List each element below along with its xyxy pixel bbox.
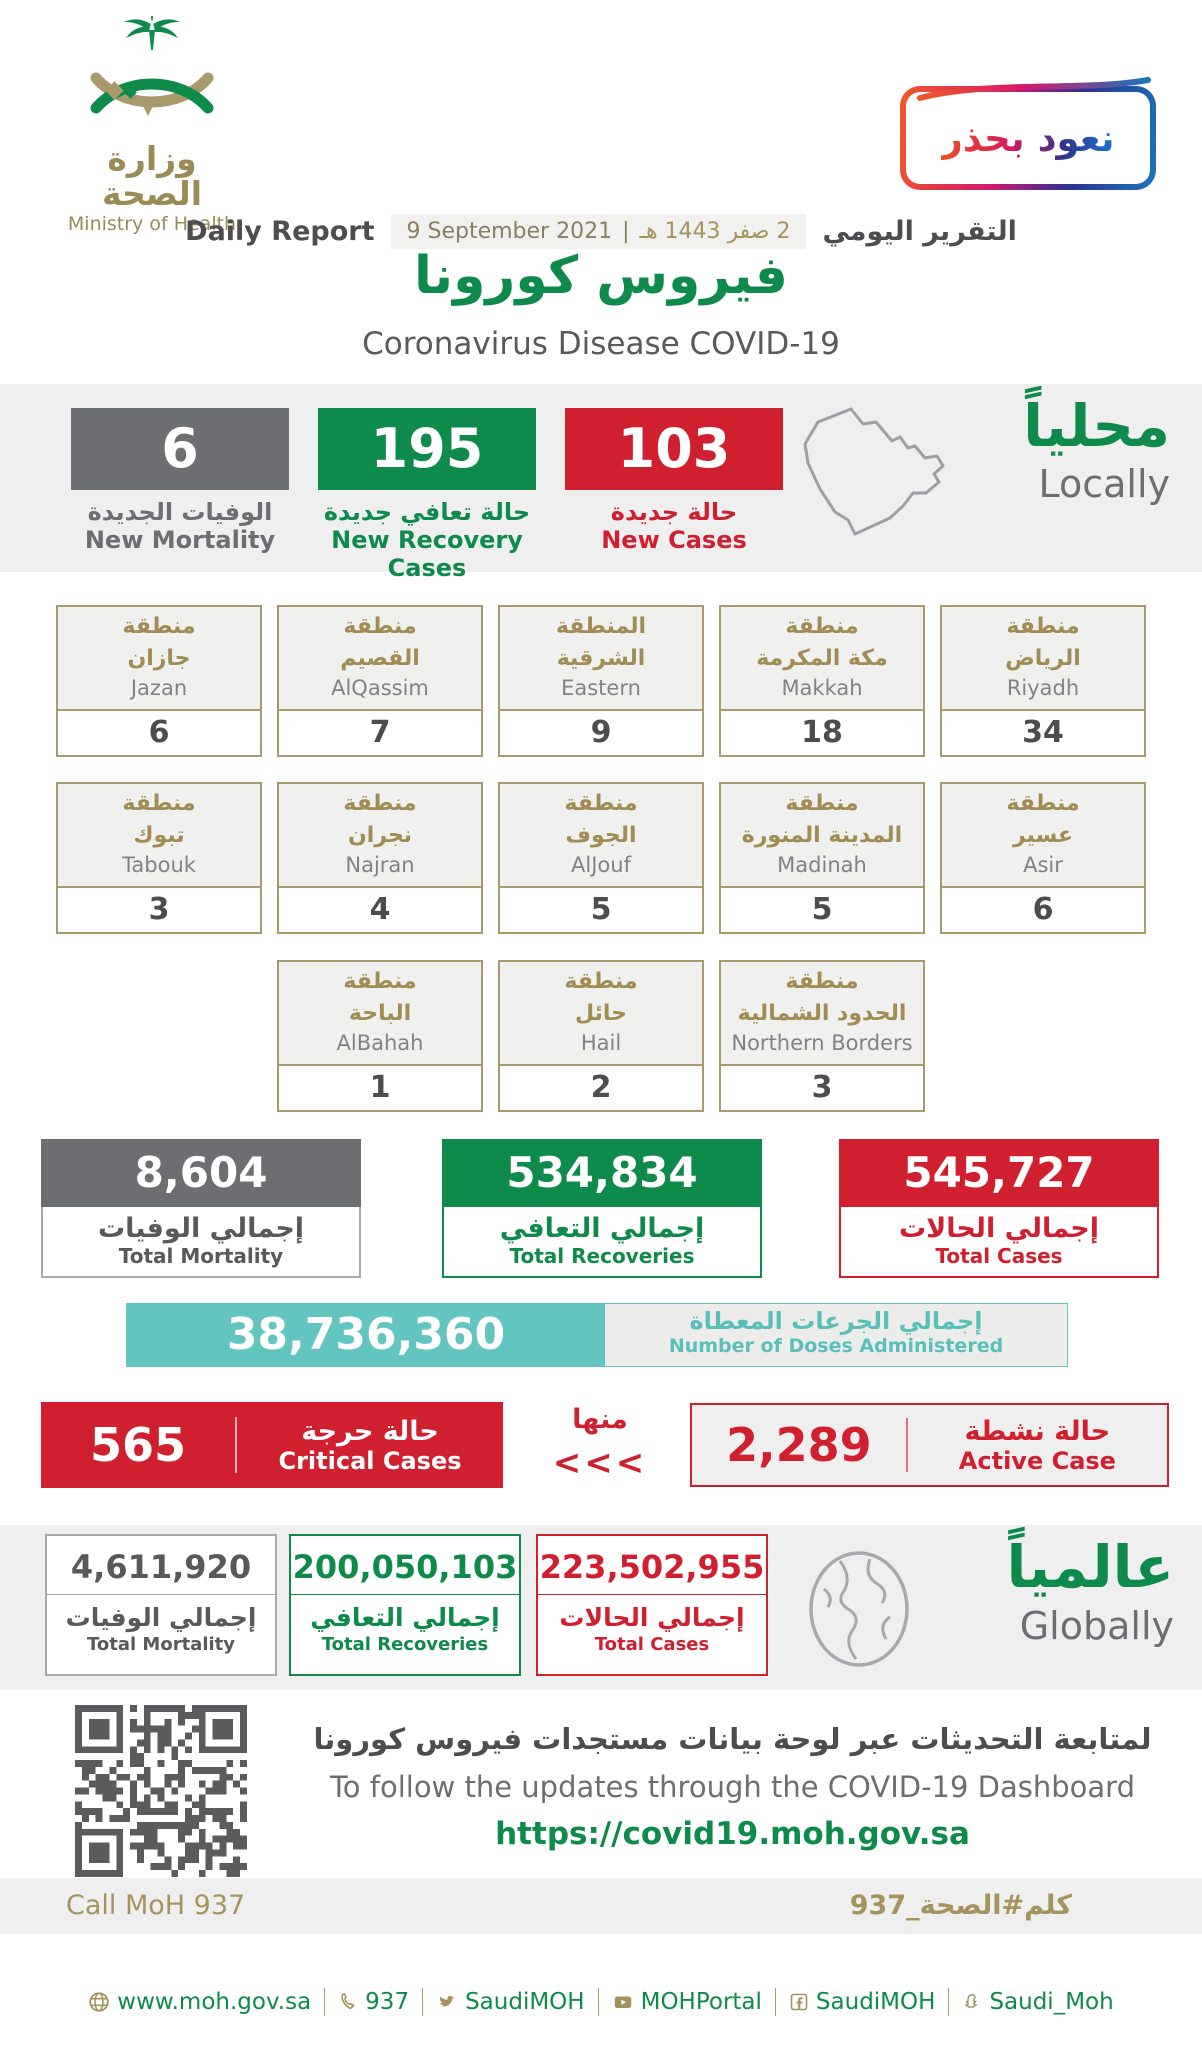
total-recoveries-card <box>442 1139 762 1278</box>
region-name-en: Asir <box>1023 852 1063 877</box>
region-name-en: Najran <box>345 852 415 877</box>
total-mortality-value: 8,604 <box>41 1139 361 1207</box>
region-value: 34 <box>942 711 1144 755</box>
region-card-riyadh: منطقة الرياض Riyadh 34 <box>940 605 1146 757</box>
active-cases-label-en: Active Case <box>958 1446 1116 1475</box>
total-cases-value: 545,727 <box>839 1139 1159 1207</box>
footer-separator <box>422 1988 423 2016</box>
footer-contact-bar <box>0 1988 1202 2016</box>
divider <box>538 1594 766 1595</box>
badge-text: نعود بحذر <box>941 116 1115 160</box>
footer-facebook[interactable]: SaudiMOH <box>789 1989 936 2015</box>
active-cases-box <box>690 1403 1169 1487</box>
region-card-alqassim: منطقة القصيم AlQassim 7 <box>277 605 483 757</box>
total-recoveries-value: 534,834 <box>442 1139 762 1207</box>
new-mortality-value: 6 <box>71 408 289 490</box>
call-moh-en: Call MoH 937 <box>66 1890 246 1921</box>
region-card-madinah: منطقة المدينة المنورة Madinah 5 <box>719 782 925 934</box>
region-name-en: Hail <box>580 1030 622 1055</box>
region-value: 9 <box>500 711 702 755</box>
report-date-gregorian: 9 September 2021 <box>406 219 613 244</box>
page-title-english: Coronavirus Disease COVID-19 <box>362 326 840 362</box>
global-cases-label-ar: إجمالي الحالات <box>559 1603 745 1632</box>
region-name-en: Jazan <box>130 675 188 700</box>
divider <box>291 1594 519 1595</box>
region-value: 5 <box>500 888 702 932</box>
dashboard-line-en: To follow the updates through the COVID-19 Dashboard <box>330 1770 1135 1804</box>
region-value: 3 <box>721 1066 923 1110</box>
region-row-1 <box>56 605 1146 757</box>
new-cases-label-ar: حالة جديدة <box>610 498 738 526</box>
region-value: 1 <box>279 1066 481 1110</box>
footer-phone[interactable]: 937 <box>338 1989 409 2015</box>
region-name-en: Riyadh <box>1006 675 1080 700</box>
total-cases-label-en: Total Cases <box>935 1244 1063 1268</box>
region-name-en: Makkah <box>781 675 863 700</box>
divider <box>47 1594 275 1595</box>
region-value: 5 <box>721 888 923 932</box>
footer-youtube[interactable]: MOHPortal <box>612 1989 762 2015</box>
call-band <box>0 1878 1202 1934</box>
region-row-2 <box>56 782 1146 934</box>
new-recoveries-stat <box>318 408 536 582</box>
total-recoveries-label-ar: إجمالي التعافي <box>499 1213 705 1244</box>
global-recoveries-card <box>289 1534 521 1676</box>
footer-website[interactable]: www.moh.gov.sa <box>88 1989 311 2015</box>
region-name-en: Eastern <box>561 675 641 700</box>
region-card-hail: منطقة حائل Hail 2 <box>498 960 704 1112</box>
new-cases-label-en: New Cases <box>601 526 747 554</box>
footer-separator <box>775 1988 776 2016</box>
region-card-najran: منطقة نجران Najran 4 <box>277 782 483 934</box>
call-moh-hashtag-ar: كلم#الصحة_937 <box>849 1890 1072 1921</box>
region-card-jazan: منطقة جازان Jazan 6 <box>56 605 262 757</box>
critical-cases-box <box>41 1402 503 1488</box>
globally-heading-en: Globally <box>1019 1603 1174 1648</box>
global-cases-card <box>536 1534 768 1676</box>
saudi-arabia-map-icon <box>793 396 955 560</box>
total-cases-card <box>839 1139 1159 1278</box>
moh-logo-emblem <box>82 16 222 138</box>
doses-administered-bar <box>126 1303 1068 1367</box>
return-with-caution-badge <box>900 86 1156 190</box>
globe-icon <box>800 1547 918 1671</box>
qr-code <box>75 1705 247 1877</box>
twitter-icon <box>436 1991 458 2013</box>
locally-heading-en: Locally <box>1038 461 1170 506</box>
of-which-connector <box>540 1404 660 1483</box>
new-mortality-stat <box>71 408 289 554</box>
total-recoveries-label-en: Total Recoveries <box>509 1244 695 1268</box>
dashboard-info <box>280 1722 1185 1852</box>
moh-logo-arabic: وزارة الصحة <box>101 139 202 213</box>
global-mortality-card <box>45 1534 277 1676</box>
youtube-icon <box>612 1991 634 2013</box>
daily-report-ar: التقرير اليومي <box>822 216 1017 247</box>
region-card-northern-borders: منطقة الحدود الشمالية Northern Borders 3 <box>719 960 925 1112</box>
region-card-aljouf: منطقة الجوف AlJouf 5 <box>498 782 704 934</box>
locally-heading <box>940 392 1170 506</box>
global-recoveries-label-en: Total Recoveries <box>321 1634 489 1655</box>
region-name-en: AlQassim <box>331 675 429 700</box>
region-row-3 <box>277 960 925 1112</box>
global-cases-label-en: Total Cases <box>594 1634 710 1655</box>
daily-report-en: Daily Report <box>185 216 375 247</box>
global-recoveries-label-ar: إجمالي التعافي <box>310 1603 500 1632</box>
total-mortality-card <box>41 1139 361 1278</box>
global-cases-value: 223,502,955 <box>539 1548 765 1586</box>
region-name-en: AlJouf <box>571 852 631 877</box>
report-date-box <box>391 214 807 249</box>
global-mortality-label-en: Total Mortality <box>86 1634 236 1655</box>
of-which-label: منها <box>572 1404 628 1435</box>
total-cases-label-ar: إجمالي الحالات <box>898 1213 1100 1244</box>
page-title-arabic: فيروس كورونا <box>414 246 788 306</box>
snapchat-icon <box>962 1992 982 2012</box>
region-name-en: Tabouk <box>122 852 196 877</box>
region-value: 6 <box>58 711 260 755</box>
region-name-en: Madinah <box>777 852 867 877</box>
region-value: 4 <box>279 888 481 932</box>
region-value: 7 <box>279 711 481 755</box>
new-mortality-label-ar: الوفيات الجديدة <box>87 498 273 526</box>
dashboard-url-link[interactable]: https://covid19.moh.gov.sa <box>495 1816 970 1852</box>
globally-heading-ar: عالمياً <box>1006 1533 1174 1601</box>
locally-heading-ar: محلياً <box>1023 392 1170 460</box>
region-value: 18 <box>721 711 923 755</box>
region-name-en: Northern Borders <box>731 1030 913 1055</box>
footer-separator <box>324 1988 325 2016</box>
critical-cases-label-en: Critical Cases <box>278 1446 462 1475</box>
moh-logo <box>52 16 252 235</box>
new-recoveries-value: 195 <box>318 408 536 490</box>
critical-cases-label-ar: حالة حرجة <box>301 1415 439 1447</box>
doses-label-en: Number of Doses Administered <box>668 1335 1004 1357</box>
divider <box>906 1418 908 1472</box>
active-cases-value: 2,289 <box>726 1418 872 1472</box>
date-separator: | <box>622 219 630 244</box>
region-value: 6 <box>942 888 1144 932</box>
footer-separator <box>948 1988 949 2016</box>
global-recoveries-value: 200,050,103 <box>292 1548 518 1586</box>
footer-twitter[interactable]: SaudiMOH <box>436 1989 585 2015</box>
locally-section <box>0 384 1202 582</box>
region-card-tabouk: منطقة تبوك Tabouk 3 <box>56 782 262 934</box>
new-mortality-label-en: New Mortality <box>84 526 276 554</box>
region-value: 2 <box>500 1066 702 1110</box>
doses-label <box>605 1304 1067 1366</box>
new-recoveries-label-en: New Recovery Cases <box>331 526 523 582</box>
region-name-en: AlBahah <box>336 1030 424 1055</box>
report-date-line <box>0 214 1202 249</box>
report-date-hijri: 2 صفر 1443 هـ <box>639 219 791 244</box>
doses-value: 38,736,360 <box>127 1304 605 1366</box>
region-card-asir: منطقة عسير Asir 6 <box>940 782 1146 934</box>
active-cases-label-ar: حالة نشطة <box>964 1415 1111 1447</box>
globally-heading <box>928 1531 1174 1648</box>
doses-label-ar: إجمالي الجرعات المعطاة <box>689 1307 983 1335</box>
new-recoveries-label-ar: حالة تعافي جديدة <box>323 498 531 526</box>
badge-swoosh <box>900 76 1156 102</box>
total-mortality-label-en: Total Mortality <box>118 1244 284 1268</box>
region-card-albahah: منطقة الباحة AlBahah 1 <box>277 960 483 1112</box>
footer-separator <box>598 1988 599 2016</box>
global-mortality-value: 4,611,920 <box>70 1548 252 1586</box>
dashboard-line-ar: لمتابعة التحديثات عبر لوحة بيانات مستجدات فيروس كورونا <box>313 1722 1152 1756</box>
new-cases-stat <box>565 408 783 554</box>
phone-icon <box>338 1992 358 2012</box>
critical-cases-value: 565 <box>90 1418 187 1472</box>
region-card-eastern: المنطقة الشرقية Eastern 9 <box>498 605 704 757</box>
global-mortality-label-ar: إجمالي الوفيات <box>65 1603 257 1632</box>
region-card-makkah: منطقة مكة المكرمة Makkah 18 <box>719 605 925 757</box>
region-value: 3 <box>58 888 260 932</box>
total-mortality-label-ar: إجمالي الوفيات <box>97 1213 305 1244</box>
footer-snapchat[interactable]: Saudi_Moh <box>962 1989 1113 2015</box>
globally-section <box>0 1525 1202 1690</box>
chevrons-left-icon: <<< <box>552 1443 648 1483</box>
facebook-icon <box>789 1992 809 2012</box>
new-cases-value: 103 <box>565 408 783 490</box>
moh-logo-english: Ministry of Health <box>67 213 237 236</box>
globe-icon <box>88 1991 110 2013</box>
